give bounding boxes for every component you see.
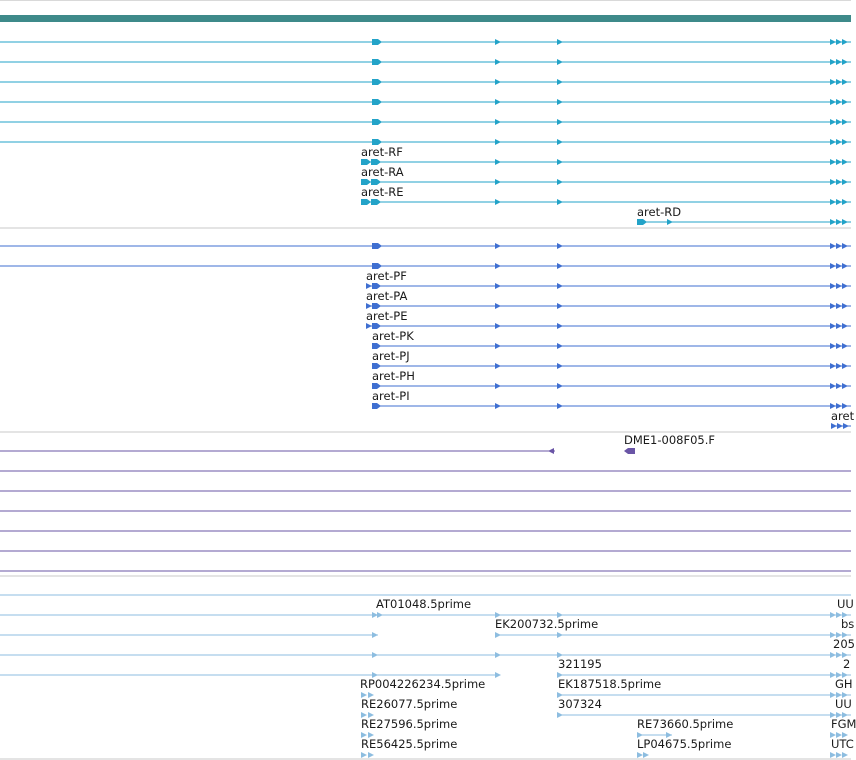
exon-block bbox=[372, 243, 382, 249]
strand-arrow-icon bbox=[831, 423, 837, 429]
strand-arrow-icon bbox=[495, 323, 501, 329]
strand-arrow-icon bbox=[830, 59, 836, 65]
protein-label-aret-pa[interactable]: aret-PA bbox=[366, 289, 408, 303]
strand-arrow-icon bbox=[495, 139, 501, 145]
est-label[interactable]: FGM bbox=[831, 717, 856, 731]
strand-arrow-icon bbox=[643, 752, 649, 758]
strand-arrow-icon bbox=[495, 119, 501, 125]
strand-arrow-icon bbox=[830, 263, 836, 269]
strand-arrow-icon bbox=[830, 343, 836, 349]
strand-arrow-icon bbox=[830, 39, 836, 45]
strand-arrow-icon bbox=[495, 199, 501, 205]
exon-block bbox=[372, 119, 382, 125]
protein-label-aret-pi[interactable]: aret-PI bbox=[372, 389, 410, 403]
strand-arrow-icon bbox=[557, 179, 563, 185]
est-label[interactable]: UU bbox=[837, 597, 854, 611]
strand-arrow-icon bbox=[836, 179, 842, 185]
strand-arrow-icon bbox=[830, 159, 836, 165]
strand-arrow-icon bbox=[842, 323, 848, 329]
est-label[interactable]: UU bbox=[835, 697, 852, 711]
strand-arrow-icon bbox=[830, 612, 836, 618]
protein-label-aret-pf[interactable]: aret-PF bbox=[366, 269, 407, 283]
strand-arrow-icon bbox=[836, 199, 842, 205]
strand-arrow-icon bbox=[557, 632, 563, 638]
protein-label-aret-ph[interactable]: aret-PH bbox=[372, 369, 415, 383]
protein-label-aret-truncated[interactable]: aret bbox=[831, 409, 855, 423]
strand-arrow-icon bbox=[830, 79, 836, 85]
strand-arrow-icon bbox=[836, 139, 842, 145]
strand-arrow-icon bbox=[495, 283, 501, 289]
strand-arrow-icon bbox=[836, 752, 842, 758]
strand-arrow-icon bbox=[830, 119, 836, 125]
strand-arrow-icon bbox=[842, 79, 848, 85]
est-label[interactable]: RE73660.5prime bbox=[637, 717, 734, 731]
cdna-label[interactable]: DME1-008F05.F bbox=[624, 433, 715, 447]
strand-arrow-icon bbox=[557, 383, 563, 389]
est-label[interactable]: RE26077.5prime bbox=[361, 697, 458, 711]
ruler-bar bbox=[0, 15, 851, 22]
strand-arrow-icon bbox=[557, 363, 563, 369]
protein-label-aret-pj[interactable]: aret-PJ bbox=[372, 349, 410, 363]
strand-arrow-icon bbox=[495, 59, 501, 65]
strand-arrow-icon bbox=[836, 283, 842, 289]
strand-arrow-icon bbox=[495, 652, 501, 658]
strand-arrow-icon bbox=[836, 303, 842, 309]
strand-arrow-icon bbox=[830, 243, 836, 249]
strand-arrow-icon bbox=[557, 139, 563, 145]
strand-arrow-icon bbox=[557, 263, 563, 269]
strand-arrow-icon bbox=[842, 283, 848, 289]
strand-arrow-icon bbox=[637, 752, 643, 758]
est-label[interactable]: EK187518.5prime bbox=[558, 677, 662, 691]
strand-arrow-icon bbox=[830, 99, 836, 105]
strand-arrow-icon bbox=[842, 139, 848, 145]
strand-arrow-icon bbox=[836, 383, 842, 389]
strand-arrow-icon bbox=[830, 323, 836, 329]
est-label[interactable]: 307324 bbox=[558, 697, 602, 711]
strand-arrow-icon bbox=[495, 99, 501, 105]
strand-arrow-icon bbox=[495, 39, 501, 45]
strand-arrow-icon bbox=[495, 672, 501, 678]
exon-block bbox=[372, 39, 382, 45]
strand-arrow-icon bbox=[842, 179, 848, 185]
strand-arrow-icon bbox=[830, 752, 836, 758]
strand-arrow-icon bbox=[557, 159, 563, 165]
est-label[interactable]: bs bbox=[841, 617, 855, 631]
strand-arrow-icon bbox=[557, 243, 563, 249]
strand-arrow-icon bbox=[842, 303, 848, 309]
strand-arrow-icon bbox=[836, 652, 842, 658]
strand-arrow-icon bbox=[837, 423, 843, 429]
strand-arrow-icon bbox=[842, 59, 848, 65]
strand-arrow-icon bbox=[842, 219, 848, 225]
strand-arrow-icon bbox=[830, 383, 836, 389]
strand-arrow-icon bbox=[830, 283, 836, 289]
strand-arrow-icon bbox=[548, 448, 554, 454]
strand-arrow-icon bbox=[836, 159, 842, 165]
est-label[interactable]: LP04675.5prime bbox=[637, 737, 732, 751]
strand-arrow-icon bbox=[842, 39, 848, 45]
strand-arrow-icon bbox=[842, 243, 848, 249]
strand-arrow-icon bbox=[495, 383, 501, 389]
est-label[interactable]: 321195 bbox=[558, 657, 602, 671]
est-label[interactable]: 205 bbox=[833, 637, 855, 651]
strand-arrow-icon bbox=[377, 612, 383, 618]
strand-arrow-icon bbox=[843, 423, 849, 429]
strand-arrow-icon bbox=[557, 99, 563, 105]
strand-arrow-icon bbox=[830, 219, 836, 225]
strand-arrow-icon bbox=[836, 39, 842, 45]
cdna-block bbox=[624, 448, 635, 454]
strand-arrow-icon bbox=[372, 632, 378, 638]
strand-arrow-icon bbox=[842, 199, 848, 205]
strand-arrow-icon bbox=[557, 39, 563, 45]
strand-arrow-icon bbox=[830, 199, 836, 205]
strand-arrow-icon bbox=[557, 199, 563, 205]
est-label[interactable]: UTC bbox=[831, 737, 854, 751]
strand-arrow-icon bbox=[667, 219, 673, 225]
strand-arrow-icon bbox=[836, 343, 842, 349]
strand-arrow-icon bbox=[495, 363, 501, 369]
strand-arrow-icon bbox=[557, 59, 563, 65]
strand-arrow-icon bbox=[557, 403, 563, 409]
strand-arrow-icon bbox=[495, 403, 501, 409]
strand-arrow-icon bbox=[836, 59, 842, 65]
strand-arrow-icon bbox=[842, 159, 848, 165]
strand-arrow-icon bbox=[836, 263, 842, 269]
strand-arrow-icon bbox=[836, 243, 842, 249]
strand-arrow-icon bbox=[557, 303, 563, 309]
exon-block bbox=[371, 199, 381, 205]
est-label[interactable]: RE56425.5prime bbox=[361, 737, 458, 751]
transcript-label-aret-re[interactable]: aret-RE bbox=[361, 185, 404, 199]
transcript-label-aret-ra[interactable]: aret-RA bbox=[361, 165, 404, 179]
strand-arrow-icon bbox=[830, 652, 836, 658]
strand-arrow-icon bbox=[557, 119, 563, 125]
strand-arrow-icon bbox=[495, 343, 501, 349]
strand-arrow-icon bbox=[836, 99, 842, 105]
strand-arrow-icon bbox=[495, 243, 501, 249]
strand-arrow-icon bbox=[557, 323, 563, 329]
exon-block bbox=[372, 79, 382, 85]
strand-arrow-icon bbox=[836, 323, 842, 329]
top-border bbox=[0, 0, 851, 1]
est-label[interactable]: EK200732.5prime bbox=[495, 617, 599, 631]
strand-arrow-icon bbox=[372, 652, 378, 658]
strand-arrow-icon bbox=[495, 303, 501, 309]
strand-arrow-icon bbox=[495, 179, 501, 185]
strand-arrow-icon bbox=[495, 159, 501, 165]
est-label[interactable]: AT01048.5prime bbox=[376, 597, 472, 611]
strand-arrow-icon bbox=[361, 752, 367, 758]
strand-arrow-icon bbox=[557, 79, 563, 85]
est-label[interactable]: GH bbox=[835, 677, 853, 691]
transcript-label-aret-rf[interactable]: aret-RF bbox=[361, 145, 403, 159]
strand-arrow-icon bbox=[495, 263, 501, 269]
strand-arrow-icon bbox=[842, 263, 848, 269]
exon-block bbox=[361, 199, 371, 205]
strand-arrow-icon bbox=[836, 219, 842, 225]
protein-label-aret-pk[interactable]: aret-PK bbox=[372, 329, 414, 343]
strand-arrow-icon bbox=[495, 632, 501, 638]
strand-arrow-icon bbox=[836, 363, 842, 369]
est-label[interactable]: 2 bbox=[843, 657, 851, 671]
strand-arrow-icon bbox=[830, 303, 836, 309]
protein-label-aret-pe[interactable]: aret-PE bbox=[366, 309, 408, 323]
strand-arrow-icon bbox=[557, 283, 563, 289]
transcript-label-aret-rd[interactable]: aret-RD bbox=[637, 205, 682, 219]
strand-arrow-icon bbox=[830, 139, 836, 145]
strand-arrow-icon bbox=[557, 343, 563, 349]
strand-arrow-icon bbox=[842, 119, 848, 125]
strand-arrow-icon bbox=[836, 119, 842, 125]
exon-block bbox=[637, 219, 647, 225]
strand-arrow-icon bbox=[842, 752, 848, 758]
strand-arrow-icon bbox=[842, 383, 848, 389]
strand-arrow-icon bbox=[830, 363, 836, 369]
strand-arrow-icon bbox=[842, 363, 848, 369]
strand-arrow-icon bbox=[368, 752, 374, 758]
strand-arrow-icon bbox=[836, 79, 842, 85]
strand-arrow-icon bbox=[557, 712, 563, 718]
strand-arrow-icon bbox=[495, 79, 501, 85]
exon-block bbox=[372, 59, 382, 65]
strand-arrow-icon bbox=[830, 179, 836, 185]
strand-arrow-icon bbox=[842, 99, 848, 105]
est-label[interactable]: RE27596.5prime bbox=[361, 717, 458, 731]
strand-arrow-icon bbox=[842, 343, 848, 349]
est-label[interactable]: RP004226234.5prime bbox=[360, 677, 486, 691]
exon-block bbox=[372, 403, 381, 409]
exon-block bbox=[372, 99, 382, 105]
